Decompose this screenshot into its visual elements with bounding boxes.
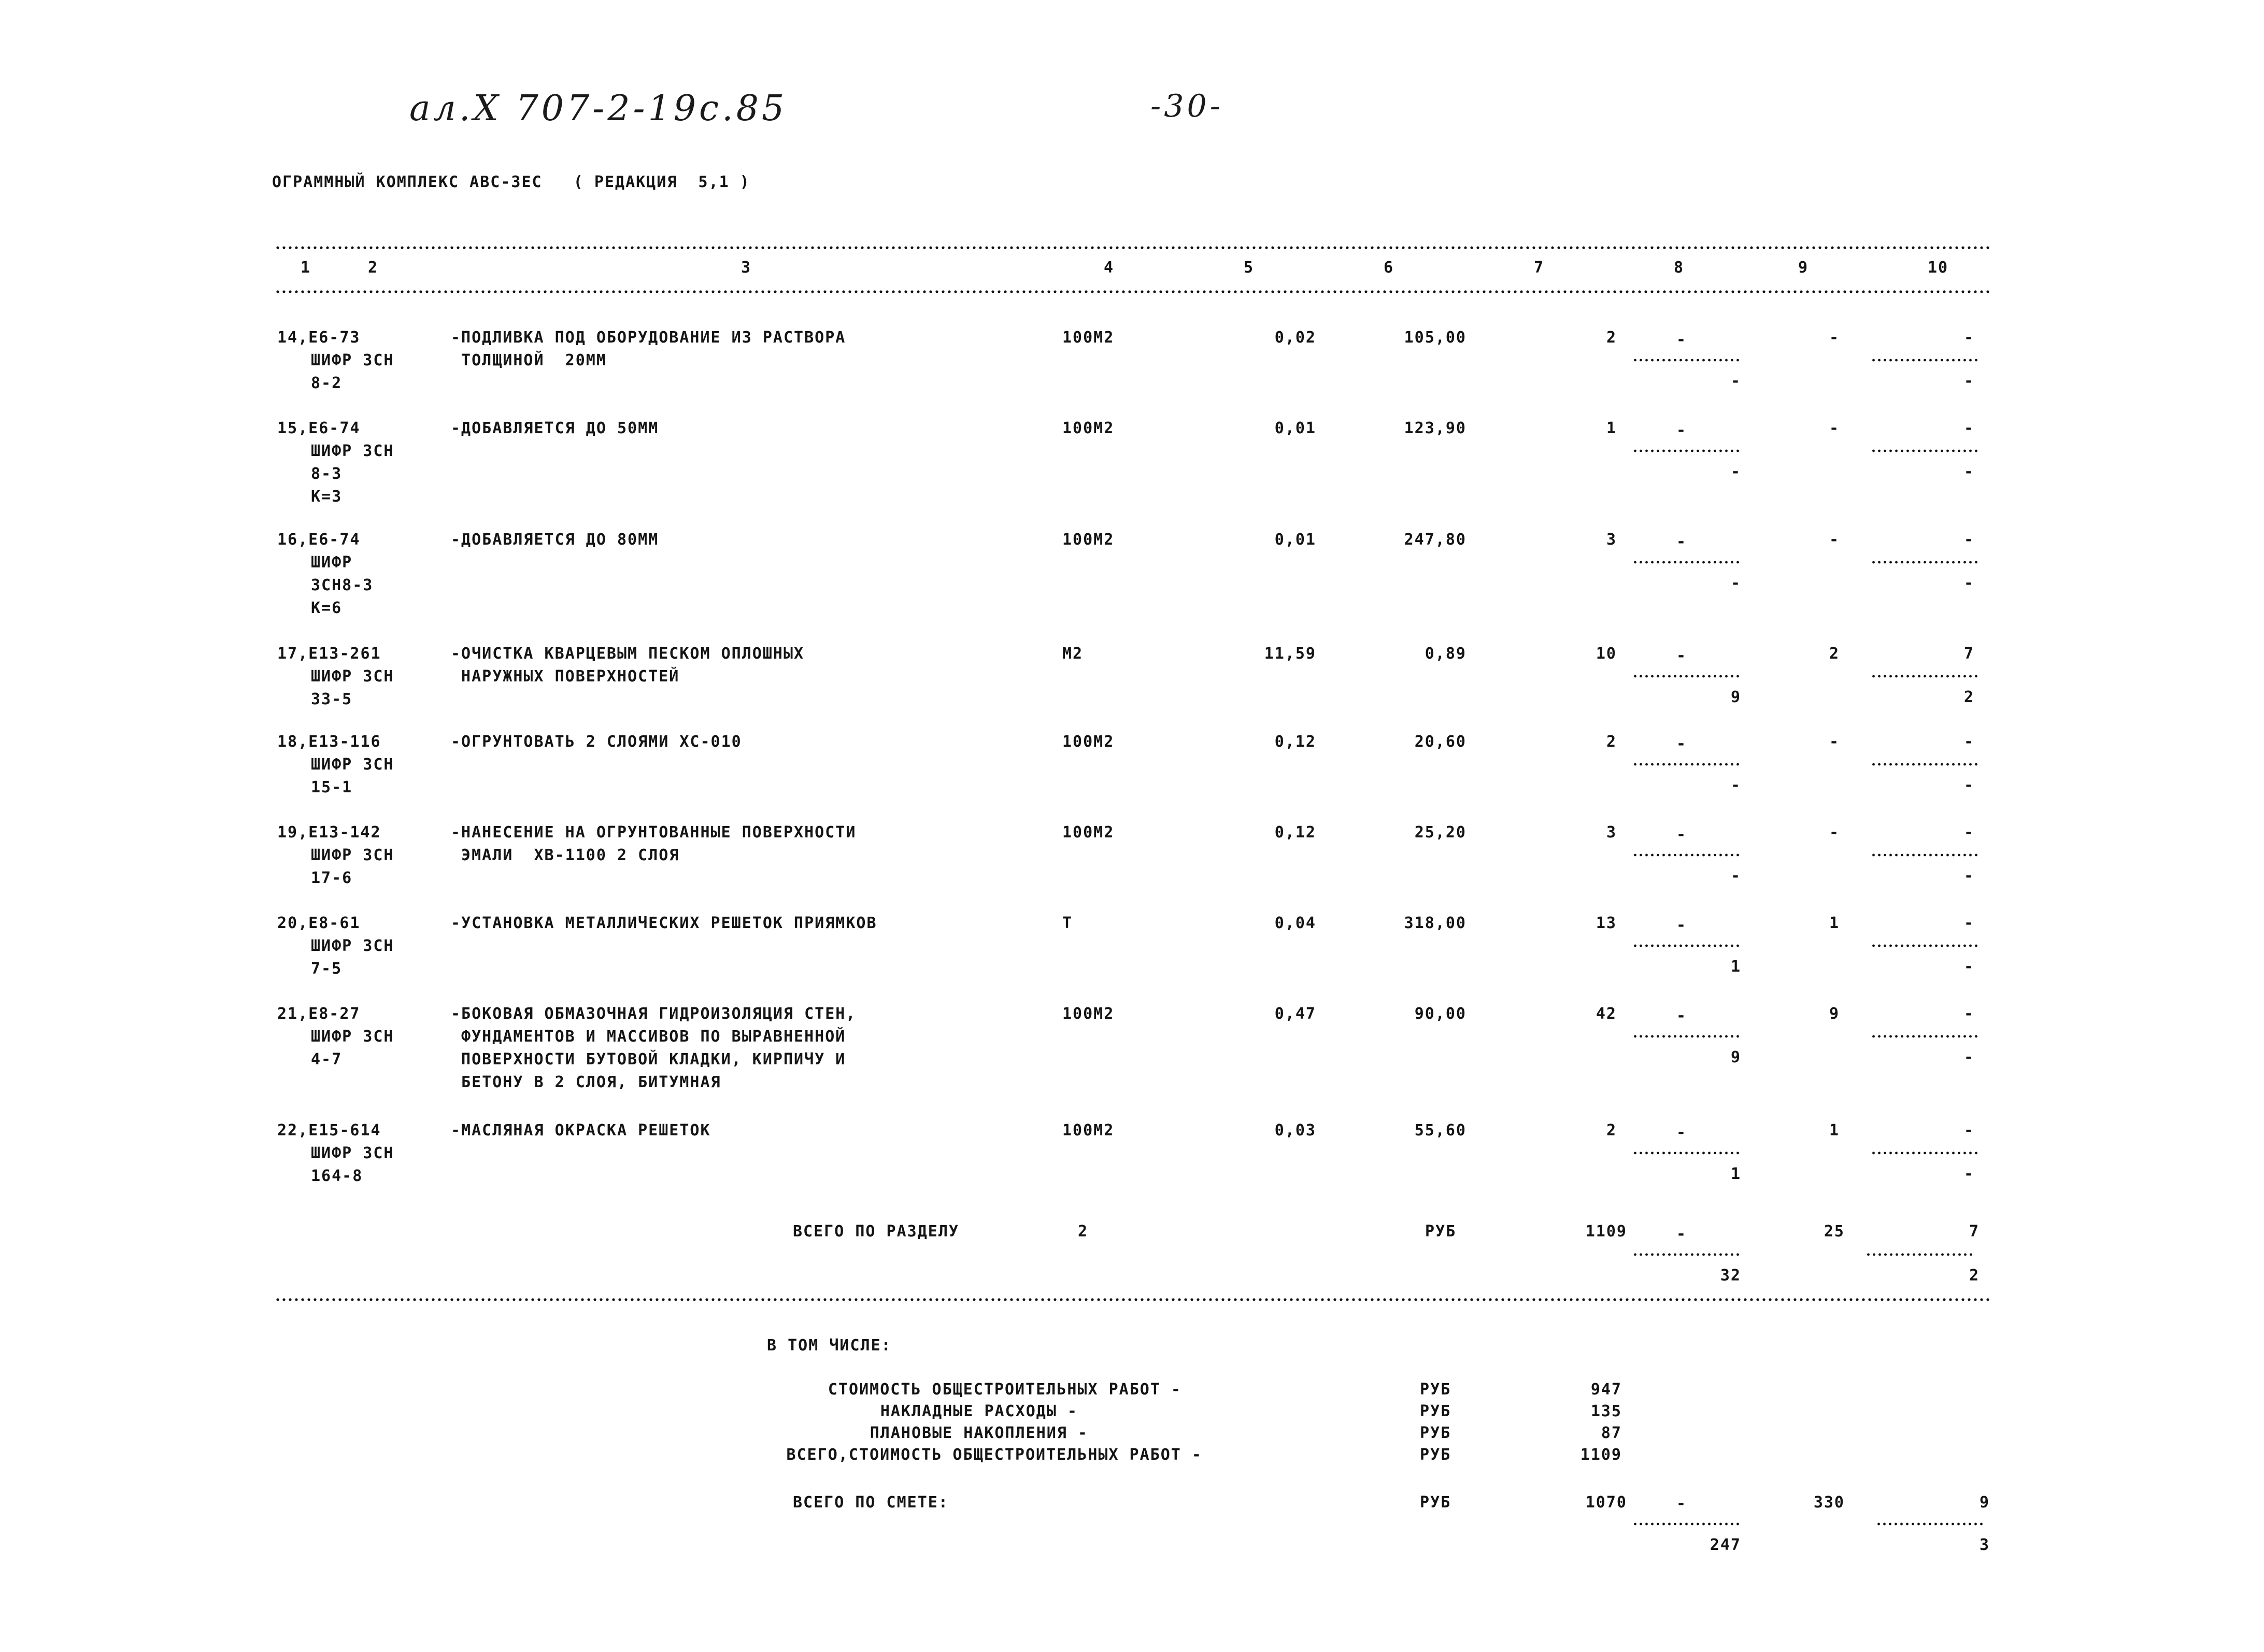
column-header: 3 <box>741 259 752 277</box>
summary-unit: РУБ <box>1420 1402 1451 1420</box>
row-code-line: 21,Е8-27 <box>277 1005 361 1023</box>
section-bottom-rule <box>275 1298 1990 1301</box>
row-c8-mid: - <box>1676 647 1687 665</box>
row-c9: - <box>1829 531 1840 549</box>
row-code-line: 164-8 <box>311 1167 363 1185</box>
row-unit: 100М2 <box>1062 329 1115 347</box>
row-c8-top: 3 <box>1606 823 1617 842</box>
row-c8-bot: 1 <box>1730 958 1741 976</box>
row-c10-rule <box>1871 944 1980 947</box>
row-code-line: 33-5 <box>311 690 353 708</box>
summary-unit: РУБ <box>1420 1446 1451 1464</box>
row-c10-top: - <box>1963 1121 1974 1140</box>
row-unit: 100М2 <box>1062 1121 1115 1140</box>
row-description-line: -МАСЛЯНАЯ ОКРАСКА РЕШЕТОК <box>451 1121 711 1140</box>
row-c8-top: 2 <box>1606 1121 1617 1140</box>
section-total-unit: РУБ <box>1425 1222 1457 1241</box>
row-unit: 100М2 <box>1062 733 1115 751</box>
summary-label: ПЛАНОВЫЕ НАКОПЛЕНИЯ - <box>870 1424 1088 1442</box>
row-code-line: 17,Е13-261 <box>277 645 381 663</box>
column-header: 10 <box>1927 259 1949 277</box>
row-code-line: 18,Е13-116 <box>277 733 381 751</box>
grand-total-c8-rule <box>1632 1522 1741 1526</box>
row-c10-rule <box>1871 675 1980 678</box>
summary-unit: РУБ <box>1420 1424 1451 1442</box>
row-c8-bot: - <box>1730 574 1741 592</box>
row-description-line: -ОЧИСТКА КВАРЦЕВЫМ ПЕСКОМ ОПЛОШНЫХ <box>451 645 805 663</box>
header-top-rule <box>275 246 1990 249</box>
row-unit: Т <box>1062 914 1073 932</box>
column-header: 6 <box>1383 259 1394 277</box>
row-c8-rule <box>1632 1035 1741 1038</box>
row-c10-top: - <box>1963 1005 1974 1023</box>
row-description-line: НАРУЖНЫХ ПОВЕРХНОСТЕЙ <box>451 667 680 686</box>
row-code-line: 22,Е15-614 <box>277 1121 381 1140</box>
row-c8-top: 42 <box>1596 1005 1617 1023</box>
row-c10-bot: - <box>1963 574 1974 592</box>
grand-total-c8-bot: 247 <box>1710 1536 1741 1554</box>
row-quantity: 0,04 <box>1274 914 1316 932</box>
row-c8-bot: - <box>1730 867 1741 885</box>
row-code-line: ШИФР ЗСН <box>311 937 394 955</box>
summary-label: НАКЛАДНЫЕ РАСХОДЫ - <box>880 1402 1078 1420</box>
row-description-line: ЭМАЛИ ХВ-1100 2 СЛОЯ <box>451 846 680 864</box>
row-c8-mid: - <box>1676 916 1687 934</box>
row-c8-rule <box>1632 449 1741 452</box>
row-description-line: ФУНДАМЕНТОВ И МАССИВОВ ПО ВЫРАВНЕННОЙ <box>451 1028 846 1046</box>
row-code-line: ШИФР ЗСН <box>311 846 394 864</box>
row-price: 105,00 <box>1404 329 1466 347</box>
row-c8-mid: - <box>1676 533 1687 551</box>
row-c10-bot: - <box>1963 958 1974 976</box>
row-quantity: 0,01 <box>1274 531 1316 549</box>
row-c10-bot: - <box>1963 463 1974 481</box>
row-c9: - <box>1829 419 1840 437</box>
grand-total-unit: РУБ <box>1420 1493 1451 1512</box>
row-c8-mid: - <box>1676 735 1687 753</box>
row-c10-top: - <box>1963 914 1974 932</box>
row-price: 20,60 <box>1414 733 1466 751</box>
row-code-line: 20,Е8-61 <box>277 914 361 932</box>
section-total-c8-top: 1109 <box>1585 1222 1627 1241</box>
row-c8-mid: - <box>1676 421 1687 439</box>
row-c10-top: - <box>1963 329 1974 347</box>
row-code-line: ЗСН8-3 <box>311 576 374 594</box>
row-quantity: 0,12 <box>1274 733 1316 751</box>
row-c8-rule <box>1632 853 1741 857</box>
column-header: 2 <box>367 259 379 277</box>
row-code-line: 17-6 <box>311 869 353 887</box>
row-price: 25,20 <box>1414 823 1466 842</box>
row-code-line: 4-7 <box>311 1050 343 1069</box>
row-code-line: 15,Е6-74 <box>277 419 361 437</box>
summary-label: СТОИМОСТЬ ОБЩЕСТРОИТЕЛЬНЫХ РАБОТ - <box>828 1380 1181 1399</box>
row-c10-rule <box>1871 359 1980 362</box>
row-c8-top: 2 <box>1606 329 1617 347</box>
row-quantity: 0,02 <box>1274 329 1316 347</box>
row-code-line: 19,Е13-142 <box>277 823 381 842</box>
row-c10-bot: - <box>1963 867 1974 885</box>
row-c9: 1 <box>1829 1121 1840 1140</box>
summary-value: 1109 <box>1580 1446 1622 1464</box>
section-total-c9: 25 <box>1824 1222 1845 1241</box>
row-c8-top: 3 <box>1606 531 1617 549</box>
row-c8-bot: 1 <box>1730 1165 1741 1183</box>
row-c8-rule <box>1632 675 1741 678</box>
row-c8-rule <box>1632 359 1741 362</box>
row-c8-top: 13 <box>1596 914 1617 932</box>
row-description-line: -УСТАНОВКА МЕТАЛЛИЧЕСКИХ РЕШЕТОК ПРИЯМКОВ <box>451 914 877 932</box>
column-header: 8 <box>1673 259 1685 277</box>
grand-total-c10-bot: 3 <box>1979 1536 1990 1554</box>
grand-total-c8-mid: - <box>1676 1494 1687 1513</box>
row-c8-bot: - <box>1730 776 1741 794</box>
row-description-line: -ОГРУНТОВАТЬ 2 СЛОЯМИ ХС-010 <box>451 733 742 751</box>
column-header: 5 <box>1243 259 1255 277</box>
row-c8-mid: - <box>1676 1123 1687 1142</box>
row-c8-rule <box>1632 763 1741 766</box>
row-unit: М2 <box>1062 645 1084 663</box>
row-price: 247,80 <box>1404 531 1466 549</box>
row-c10-rule <box>1871 561 1980 564</box>
section-total-c8-bot: 32 <box>1720 1266 1741 1285</box>
row-quantity: 0,03 <box>1274 1121 1316 1140</box>
row-description-line: -ПОДЛИВКА ПОД ОБОРУДОВАНИЕ ИЗ РАСТВОРА <box>451 329 846 347</box>
row-c8-mid: - <box>1676 825 1687 844</box>
row-description-line: -ДОБАВЛЯЕТСЯ ДО 80ММ <box>451 531 659 549</box>
row-c10-rule <box>1871 1151 1980 1155</box>
row-unit: 100М2 <box>1062 823 1115 842</box>
row-description-line: -ДОБАВЛЯЕТСЯ ДО 50ММ <box>451 419 659 437</box>
column-header: 1 <box>300 259 311 277</box>
summary-value: 135 <box>1590 1402 1622 1420</box>
row-description-line: БЕТОНУ В 2 СЛОЯ, БИТУМНАЯ <box>451 1073 721 1091</box>
row-unit: 100М2 <box>1062 1005 1115 1023</box>
row-quantity: 0,12 <box>1274 823 1316 842</box>
row-unit: 100М2 <box>1062 419 1115 437</box>
row-c9: - <box>1829 733 1840 751</box>
grand-total-label: ВСЕГО ПО СМЕТЕ: <box>793 1493 949 1512</box>
grand-total-c10-rule <box>1876 1522 1985 1526</box>
row-c8-rule <box>1632 1151 1741 1155</box>
row-c10-rule <box>1871 449 1980 452</box>
row-c8-top: 2 <box>1606 733 1617 751</box>
row-price: 123,90 <box>1404 419 1466 437</box>
row-c10-bot: 2 <box>1963 688 1974 706</box>
row-c10-rule <box>1871 853 1980 857</box>
row-unit: 100М2 <box>1062 531 1115 549</box>
row-c8-bot: - <box>1730 463 1741 481</box>
row-c10-bot: - <box>1963 1165 1974 1183</box>
row-price: 90,00 <box>1414 1005 1466 1023</box>
grand-total-c9: 330 <box>1813 1493 1845 1512</box>
row-c8-top: 1 <box>1606 419 1617 437</box>
section-total-c10-bot: 2 <box>1969 1266 1980 1285</box>
row-c8-mid: - <box>1676 1007 1687 1025</box>
section-total-c8-rule <box>1632 1253 1741 1256</box>
row-c8-mid: - <box>1676 331 1687 349</box>
program-line: ОГРАММНЫЙ КОМПЛЕКС АВС-ЗЕС ( РЕДАКЦИЯ 5,1 ) <box>272 173 750 191</box>
row-quantity: 0,47 <box>1274 1005 1316 1023</box>
row-c10-bot: - <box>1963 776 1974 794</box>
including-label: В ТОМ ЧИСЛЕ: <box>767 1336 892 1355</box>
row-price: 0,89 <box>1425 645 1466 663</box>
row-c9: 2 <box>1829 645 1840 663</box>
row-code-line: 15-1 <box>311 778 353 796</box>
grand-total-value: 1070 <box>1585 1493 1627 1512</box>
column-header: 4 <box>1103 259 1115 277</box>
row-c10-top: 7 <box>1963 645 1974 663</box>
section-total-number: 2 <box>1078 1222 1089 1241</box>
section-total-c10-rule <box>1866 1253 1974 1256</box>
row-code-line: ШИФР ЗСН <box>311 667 394 686</box>
row-c10-top: - <box>1963 419 1974 437</box>
row-description-line: -БОКОВАЯ ОБМАЗОЧНАЯ ГИДРОИЗОЛЯЦИЯ СТЕН, <box>451 1005 857 1023</box>
row-c10-rule <box>1871 763 1980 766</box>
row-code-line: 8-2 <box>311 374 343 392</box>
row-c10-bot: - <box>1963 1048 1974 1066</box>
summary-value: 947 <box>1590 1380 1622 1399</box>
row-code-line: ШИФР ЗСН <box>311 442 394 460</box>
row-c8-rule <box>1632 944 1741 947</box>
section-total-c8-mid: - <box>1676 1225 1687 1243</box>
header-bottom-rule <box>275 290 1990 293</box>
row-c8-bot: 9 <box>1730 1048 1741 1066</box>
column-header: 9 <box>1798 259 1809 277</box>
row-code-line: 7-5 <box>311 960 343 978</box>
row-quantity: 11,59 <box>1264 645 1316 663</box>
row-c10-bot: - <box>1963 372 1974 390</box>
row-c8-bot: 9 <box>1730 688 1741 706</box>
row-c8-rule <box>1632 561 1741 564</box>
row-c9: - <box>1829 329 1840 347</box>
row-c9: - <box>1829 823 1840 842</box>
section-total-c10-top: 7 <box>1969 1222 1980 1241</box>
row-price: 318,00 <box>1404 914 1466 932</box>
row-code-line: 14,Е6-73 <box>277 329 361 347</box>
column-header: 7 <box>1533 259 1545 277</box>
grand-total-c10-top: 9 <box>1979 1493 1990 1512</box>
row-code-line: ШИФР <box>311 553 353 572</box>
summary-value: 87 <box>1601 1424 1622 1442</box>
row-c8-bot: - <box>1730 372 1741 390</box>
section-total-label: ВСЕГО ПО РАЗДЕЛУ <box>793 1222 959 1241</box>
row-c8-top: 10 <box>1596 645 1617 663</box>
row-code-line: ШИФР ЗСН <box>311 1028 394 1046</box>
row-code-line: ШИФР ЗСН <box>311 1144 394 1162</box>
row-c10-top: - <box>1963 531 1974 549</box>
row-quantity: 0,01 <box>1274 419 1316 437</box>
summary-label: ВСЕГО,СТОИМОСТЬ ОБЩЕСТРОИТЕЛЬНЫХ РАБОТ - <box>786 1446 1202 1464</box>
summary-unit: РУБ <box>1420 1380 1451 1399</box>
row-description-line: ПОВЕРХНОСТИ БУТОВОЙ КЛАДКИ, КИРПИЧУ И <box>451 1050 846 1069</box>
row-c9: 9 <box>1829 1005 1840 1023</box>
row-c10-top: - <box>1963 823 1974 842</box>
row-code-line: ШИФР ЗСН <box>311 756 394 774</box>
row-code-line: 16,Е6-74 <box>277 531 361 549</box>
row-c10-rule <box>1871 1035 1980 1038</box>
row-description-line: -НАНЕСЕНИЕ НА ОГРУНТОВАННЫЕ ПОВЕРХНОСТИ <box>451 823 857 842</box>
row-price: 55,60 <box>1414 1121 1466 1140</box>
row-description-line: ТОЛЩИНОЙ 20ММ <box>451 351 607 369</box>
row-c10-top: - <box>1963 733 1974 751</box>
row-c9: 1 <box>1829 914 1840 932</box>
page-number: -30- <box>1150 88 1223 124</box>
row-code-line: 8-3 <box>311 465 343 483</box>
row-code-line: К=3 <box>311 488 343 506</box>
handwritten-reference: ал.X 707-2-19с.85 <box>409 88 788 129</box>
row-code-line: К=6 <box>311 599 343 617</box>
row-code-line: ШИФР ЗСН <box>311 351 394 369</box>
